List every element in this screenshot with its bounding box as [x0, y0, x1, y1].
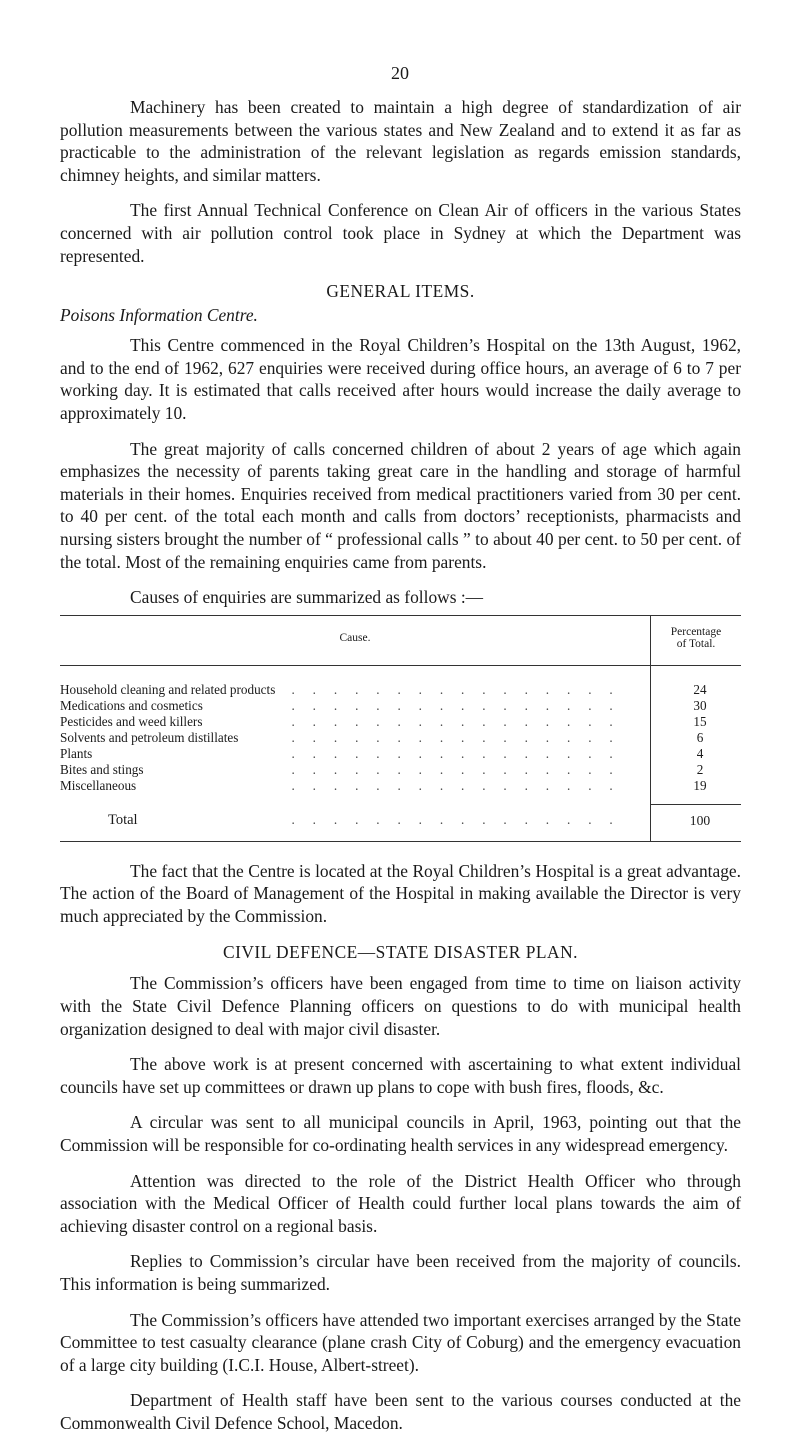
- causes-table-header: [60, 615, 741, 665]
- dot-leader: . . . . . . . . . . . . . . . .: [291, 729, 620, 745]
- total-label-cell: [60, 804, 651, 841]
- dot-leader: . . . . . . . . . . . . . . . .: [291, 777, 620, 793]
- cause-cell: [60, 762, 651, 778]
- percentage-cell: 30: [693, 697, 707, 713]
- table-row: [60, 698, 741, 714]
- intro-paragraph-1: Machinery has been created to maintain a high degree of standardization of air pollution measurements between the various states and New Zealand and to extend it as far as practicable to the administration of the relevant legislation as regards emission standards, chimney heights, and similar matters.: [60, 97, 741, 185]
- poisons-paragraph-1: This Centre commenced in the Royal Children’s Hospital on the 13th August, 1962, and to the end of 1962, 627 enquiries were received during office hours, an average of 6 to 7 per working day. It is estimated that calls received after hours would increase the daily average to approximately 10.: [60, 335, 741, 423]
- dot-leader: . . . . . . . . . . . . . . . .: [291, 681, 620, 697]
- dot-leader: . . . . . . . . . . . . . . . .: [291, 761, 620, 777]
- table-row: [60, 762, 741, 778]
- table-row: [60, 665, 741, 698]
- percentage-cell: 19: [693, 777, 707, 793]
- total-row: [60, 804, 741, 841]
- cause-label: Miscellaneous: [60, 778, 140, 794]
- dot-leader: . . . . . . . . . . . . . . . .: [291, 713, 620, 729]
- cause-label: Household cleaning and related products: [60, 682, 279, 698]
- general-items-heading: GENERAL ITEMS.: [326, 281, 475, 302]
- page-number: 20: [391, 63, 409, 83]
- poisons-centre-subheading: Poisons Information Centre.: [60, 305, 258, 326]
- table-row: [60, 730, 741, 746]
- civil-paragraph-1: The Commission’s officers have been engaged from time to time on liaison activity with the State Civil Defence Planning officers on questions to do with municipal health organization designed to deal with major civil disaster.: [60, 973, 741, 1039]
- civil-paragraph-6: The Commission’s officers have attended two important exercises arranged by the State Committee to test casualty clearance (plane crash City of Coburg) and the emergency evacuation of a large city building (I.C.I. House, Albert-street).: [60, 1309, 741, 1375]
- percentage-cell: 4: [696, 745, 704, 761]
- cause-cell: [60, 730, 651, 746]
- civil-paragraph-2: The above work is at present concerned with ascertaining to what extent individual councils have set up committees or drawn up plans to cope with bush fires, floods, &c.: [60, 1054, 741, 1097]
- header-percentage-line1: Percentage: [670, 625, 722, 638]
- civil-paragraph-3: A circular was sent to all municipal councils in April, 1963, pointing out that the Commission will be responsible for co-ordinating health services in any widespread emergency.: [60, 1112, 741, 1156]
- cause-cell: [60, 746, 651, 762]
- cause-cell: [60, 698, 651, 714]
- causes-intro-paragraph: Causes of enquiries are summarized as follows :—: [130, 587, 484, 608]
- dot-leader: . . . . . . . . . . . . . . . .: [291, 697, 620, 713]
- intro-paragraph-2: The first Annual Technical Conference on Clean Air of officers in the various States concerned with air pollution control took place in Sydney at which the Department was represented.: [60, 200, 741, 266]
- dot-leader: . . . . . . . . . . . . . . . .: [291, 745, 620, 761]
- causes-table: [60, 615, 741, 842]
- table-row: [60, 714, 741, 730]
- total-value: 100: [651, 804, 742, 841]
- header-percentage: [651, 615, 742, 665]
- percentage-cell: 6: [696, 729, 704, 745]
- total-label: Total: [108, 812, 142, 828]
- cause-label: Pesticides and weed killers: [60, 714, 206, 730]
- dot-leader: . . . . . . . . . . . . . . . .: [291, 812, 620, 828]
- civil-paragraph-7: Department of Health staff have been sent to the various courses conducted at the Commonwealth Civil Defence School, Macedon.: [60, 1390, 741, 1433]
- header-percentage-line2: of Total.: [676, 638, 716, 651]
- centre-location-paragraph: The fact that the Centre is located at the Royal Children’s Hospital is a great advantage. The action of the Board of Management of the Hospital in making available the Director is very much appreciated by the Commission.: [60, 860, 741, 926]
- percentage-cell: 2: [696, 761, 704, 777]
- civil-paragraph-4: Attention was directed to the role of the District Health Officer who through association with the Medical Officer of Health could further local plans towards the aim of achieving disaster control on a regional basis.: [60, 1170, 741, 1236]
- poisons-paragraph-2: The great majority of calls concerned children of about 2 years of age which again emphasizes the necessity of parents taking great care in the handling and storage of harmful materials in their homes. Enquiries received from medical practitioners varied from 30 per cent. to 40 per cent. of the total each month and calls from doctors’ receptionists, pharmacists and nursing sisters brought the number of “ professional calls ” to about 40 per cent. to 50 per cent. of the total. Most of the remaining enquiries came from parents.: [60, 438, 741, 572]
- causes-table-wrapper: [60, 615, 741, 842]
- page-content: [60, 96, 741, 1448]
- cause-cell: [60, 778, 651, 805]
- header-cause: Cause.: [60, 615, 651, 665]
- cause-cell: [60, 665, 651, 698]
- cause-label: Bites and stings: [60, 762, 148, 778]
- cause-cell: [60, 714, 651, 730]
- cause-label: Medications and cosmetics: [60, 698, 207, 714]
- civil-paragraph-5: Replies to Commission’s circular have been received from the majority of councils. This information is being summarized.: [60, 1251, 741, 1294]
- table-row: [60, 778, 741, 805]
- percentage-cell: 24: [693, 681, 707, 697]
- table-row: [60, 746, 741, 762]
- cause-label: Solvents and petroleum distillates: [60, 730, 242, 746]
- civil-defence-heading: CIVIL DEFENCE—STATE DISASTER PLAN.: [222, 942, 579, 963]
- percentage-cell: 15: [693, 713, 707, 729]
- cause-label: Plants: [60, 746, 96, 762]
